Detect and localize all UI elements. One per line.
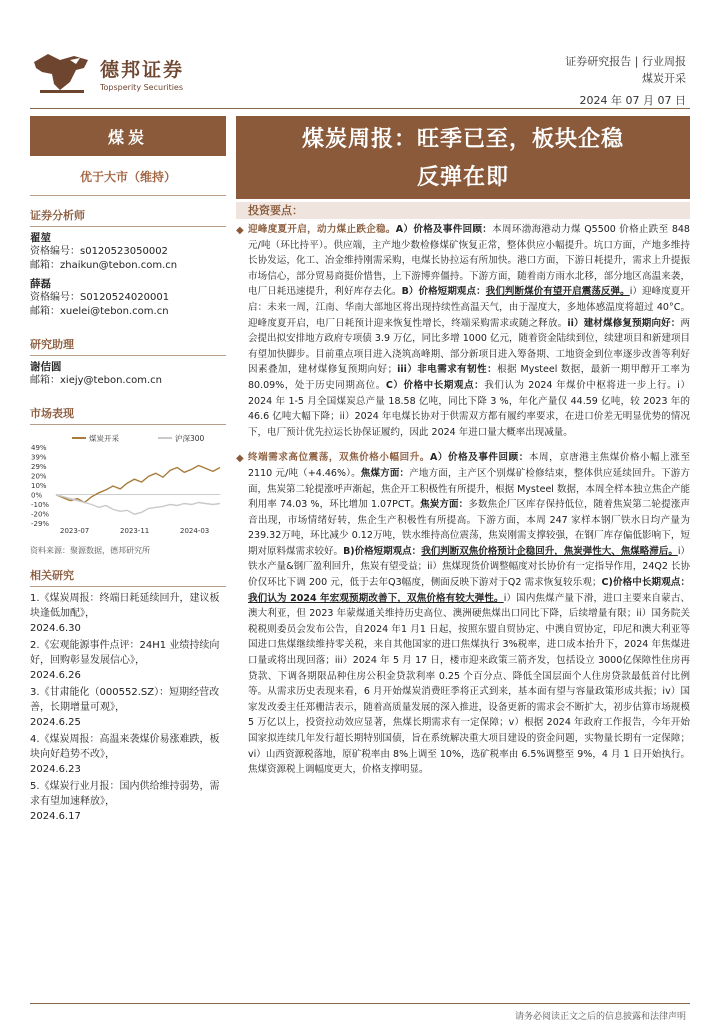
x-tick-label: 2024-03 xyxy=(180,527,210,535)
sub-heading: 焦炭方面： xyxy=(420,499,469,511)
key-view: 我们判断煤价有望开启震荡反弹。 xyxy=(485,286,630,298)
series-line-2 xyxy=(56,495,220,515)
bull-logo-icon xyxy=(30,50,92,96)
report-title xyxy=(236,116,690,199)
key-points-heading: 投资要点： xyxy=(236,202,690,219)
related-item[interactable] xyxy=(30,732,226,777)
main-body xyxy=(236,222,690,778)
rating-label: 优于大市（维持） xyxy=(30,168,226,196)
analyst-name: 翟堃 xyxy=(30,232,51,244)
related-item[interactable] xyxy=(30,638,226,683)
point-lead: 终端需求高位震荡，双焦价格小幅回升。 xyxy=(248,452,430,464)
logo-name-en: Topsperity Securities xyxy=(100,82,184,92)
point-lead: 迎峰度夏开启，动力煤止跌企稳。 xyxy=(248,224,396,235)
related-item[interactable] xyxy=(30,591,226,636)
related-list xyxy=(30,591,226,824)
related-item-title: 5.《煤炭行业月报：国内供给维持弱势，需求有望加速释放》， xyxy=(30,781,220,807)
analyst-card xyxy=(30,277,226,319)
bullet-icon: ◆ xyxy=(236,225,244,236)
logo xyxy=(30,50,184,96)
sub-heading: C)价格中长期观点： xyxy=(601,577,690,589)
chart-source: 资料来源：聚源数据，德邦研究所 xyxy=(30,546,150,555)
body-text: 产地方面，主产区个别煤矿检修结束，整体供应延续回升。下游方面，焦炭第二轮提涨呼声渐起，焦企开工积极性有所提升，根据 Mysteel 数据，本周全样本独立焦企产能利用率 74.03 %，环比增加 1.07PCT。 xyxy=(248,467,690,511)
market-heading: 市场表现 xyxy=(30,402,226,425)
body-text: 根据 Mysteel 数据，最新一期甲醇开工率为 80.09%，处于历史同期高位。 xyxy=(248,364,690,391)
y-tick-label: -20% xyxy=(31,510,50,519)
bullet-icon: ◆ xyxy=(236,453,244,465)
y-tick-label: -29% xyxy=(31,520,50,528)
y-tick-label: 0% xyxy=(31,491,43,500)
industry-label: 煤炭开采 xyxy=(642,72,686,85)
sector-label: 煤炭 xyxy=(30,116,226,156)
market-chart xyxy=(30,431,226,541)
x-tick-label: 2023-07 xyxy=(60,527,90,535)
assistant-heading: 研究助理 xyxy=(30,333,226,356)
body-text: 本周环渤海港动力煤 Q5500 价格止跌至 848 元/吨（环比持平）。供应端，主产地少数检修煤矿恢复正常，整体供应小幅提升。坑口方面，产地多维持长协发运，化工、冶金维持刚需采购，电煤长协拉运有所加快。港口方面，下游日耗提升，需求上升提振市场信心，部分贸易商挺价惜售，上下游博弈僵持。下游方面，随着南方雨水北移，部分地区高温来袭，电厂日耗迅速提升，利好库存去化。 xyxy=(248,224,690,298)
y-tick-label: 10% xyxy=(31,482,47,490)
y-tick-label: 20% xyxy=(31,472,47,481)
sub-heading: A）价格及事件回顾： xyxy=(395,224,493,235)
title-line-1: 煤炭周报：旺季已至，板块企稳 xyxy=(301,126,624,152)
body-text: i）铁水产量&钢厂盈利回升，焦炭有望受益；ii）焦煤现货价调整幅度对长协价有一定指导作用，24Q2 长协价仅环比下调 200 元，低于去年Q3幅度，侧面反映下游对于Q2 需求恢复较乐观； xyxy=(248,545,690,589)
related-item-date: 2024.6.30 xyxy=(30,623,81,634)
title-line-2: 反弹在即 xyxy=(416,164,509,190)
assistant-card xyxy=(30,360,226,388)
key-view: 我们认为 2024 年宏观预期改善下，双焦价格有较大弹性。 xyxy=(248,592,504,604)
key-point-1 xyxy=(236,222,690,440)
y-tick-label: -10% xyxy=(31,501,50,509)
report-meta xyxy=(565,53,686,87)
related-item-title: 3.《甘肃能化（000552.SZ）：短期经营改善，长期增量可观》， xyxy=(30,687,220,713)
analyst-card xyxy=(30,231,226,273)
related-item-title: 2.《宏观能源事件点评：24H1 业绩持续向好，回购彰显发展信心》， xyxy=(30,640,220,666)
sub-heading: A）价格及事件回顾： xyxy=(429,452,529,464)
related-item-title: 4.《煤炭周报：高温来袭煤价易涨难跌，板块向好趋势不改》， xyxy=(30,734,220,760)
legend-label: 沪深300 xyxy=(175,434,205,443)
related-item-date: 2024.6.25 xyxy=(30,717,81,728)
sub-heading: B）价格短期观点： xyxy=(401,286,486,298)
y-tick-label: 29% xyxy=(31,463,47,471)
body-text: 两会提出拟安排地方政府专项债 3.9 万亿，同比多增 1000 亿元，随着资金陆续到位，续建项目和新建项目有望加快脚步。目前重点项目进入浇筑高峰期、部分新项目进入筹备期、工地资金到位率逐步改善等利好因素叠加，建材煤修复预期向好； xyxy=(248,317,690,376)
key-point-2 xyxy=(236,450,690,777)
body-text: 我们认为 2024 年煤价中枢将进一步上行。i）2024 年 1-5 月全国煤炭总产量 18.58 亿吨，同比下降 3 %，年化产量仅 44.59 亿吨，较 2023 年的 46.6 亿吨大幅下降；ii）2024 年电煤长协对于供需双方都有履约率要求，在进口价差无明显优势的情况下，电厂预计优先拉运长协保证履约，因此 2024 年进口量大概率出现减量。 xyxy=(248,379,690,438)
assistant-name: 谢佶圆 xyxy=(30,361,62,373)
related-item-title: 1.《煤炭周报：终端日耗延续回升，建议板块逢低加配》， xyxy=(30,593,220,619)
related-item[interactable] xyxy=(30,779,226,824)
report-date: 2024 年 07 月 07 日 xyxy=(579,94,686,107)
sidebar xyxy=(30,116,226,826)
related-item[interactable] xyxy=(30,685,226,730)
body-text: 多数焦企厂区库存保持低位，随着焦炭第二轮提涨声音出现，市场情绪好转，焦企生产积极性有所提高。下游方面，本周 247 家样本钢厂铁水日均产量为 239.32万吨，环比减少 0.12万吨，铁水维持高位震荡，焦炭刚需支撑较强，在钢厂库存偏低影响下，短期对原料煤需求较好。 xyxy=(248,499,690,557)
logo-name-cn: 德邦证券 xyxy=(100,58,185,81)
related-item-date: 2024.6.26 xyxy=(30,670,81,681)
related-item-date: 2024.6.17 xyxy=(30,811,81,822)
analyst-name: 薛磊 xyxy=(30,278,51,290)
header-divider xyxy=(30,108,690,109)
report-type: 证券研究报告 | 行业周报 xyxy=(565,55,686,68)
body-text: i）迎峰度夏开启：未来一周，江南、华南大部地区将出现持续性高温天气，由于湿度大，多地体感温度将超过 40°C。迎峰度夏开启，电厂日耗预计迎来恢复性增长，终端采购需求或随之释放。 xyxy=(248,286,690,329)
analyst-cert: 资格编号：S0120524020001 xyxy=(30,292,170,303)
x-tick-label: 2023-11 xyxy=(120,527,150,535)
assistant-email[interactable]: 邮箱：xiejy@tebon.com.cn xyxy=(30,375,162,386)
sub-heading: ii）建材煤修复预期向好： xyxy=(567,317,681,329)
series-line-1 xyxy=(56,466,220,503)
sub-heading: B)价格短期观点： xyxy=(343,545,422,557)
market-chart-svg xyxy=(30,431,226,537)
analyst-email[interactable]: 邮箱：zhaikun@tebon.com.cn xyxy=(30,260,178,271)
body-text: 本周，京唐港主焦煤价格小幅上涨至 2110 元/吨（+4.46%）。 xyxy=(248,452,690,479)
y-tick-label: 49% xyxy=(31,444,47,452)
related-heading: 相关研究 xyxy=(30,564,226,587)
sub-heading: 焦煤方面： xyxy=(360,467,410,479)
analyst-cert: 资格编号：s0120523050002 xyxy=(30,246,168,257)
key-view: 我们判断双焦价格预计企稳回升，焦炭弹性大、焦煤略滞后。 xyxy=(421,545,678,557)
legend-label: 煤炭开采 xyxy=(89,434,119,443)
sub-heading: iii）非电需求有韧性： xyxy=(397,364,498,376)
analysts-heading: 证券分析师 xyxy=(30,204,226,227)
sub-heading: C）价格中长期观点： xyxy=(385,379,485,391)
related-item-date: 2024.6.23 xyxy=(30,764,81,775)
footer-note: 请务必阅读正文之后的信息披露和法律声明 xyxy=(514,1012,686,1022)
analyst-email[interactable]: 邮箱：xuelei@tebon.com.cn xyxy=(30,306,169,317)
body-text: i）国内焦煤产量下滑，进口主要来自蒙古、澳大利亚，但 2023 年蒙煤通关维持历史高位、澳洲硬焦煤出口同比下降，后续增量有限；ii）国务院关税税则委员会发布公告，自2024 年1 月1 日起，按照东盟自贸协定、中澳自贸协定，印尼和澳大利亚等国进口焦煤继续维持零关税，来自其他国家的进口焦煤执行 3%税率，进口成本抬升下，2024 年焦煤进口量或将出现回落；iii）2024 年 5 月 17 日，楼市迎来政策三箭齐发，包括设立 3000亿保障性住房再贷款、下调各期限品种住房公积金贷款利率 0.25 个百分点、降低全国层面个人住房贷款最低首付比例等。从需求历史表现来看，6 月开始煤炭消费旺季将正式到来，基本面有望与容量政策形成共振；iv）国家发改委主任郑栅洁表示，随着高质量发展的深入推进，设备更新的需求会不断扩大，初步估算市场规模 5 万亿以上，投资拉动效应显著，焦煤长期需求有一定保障；v）根据 2024 年政府工作报告，今年开始国家拟连续几年发行超长期特别国债，旨在系统解决重大项目建设的资金问题，实物量长期有一定保障；vi）山西资源税落地，原矿税率由 8%上调至 10%，选矿税率由 6.5%调整至 9%，4 月 1 日开始执行。焦煤资源税上调幅度更大，价格支撑明显。 xyxy=(248,592,690,776)
y-tick-label: 39% xyxy=(31,453,47,462)
footer-divider xyxy=(30,1003,690,1004)
